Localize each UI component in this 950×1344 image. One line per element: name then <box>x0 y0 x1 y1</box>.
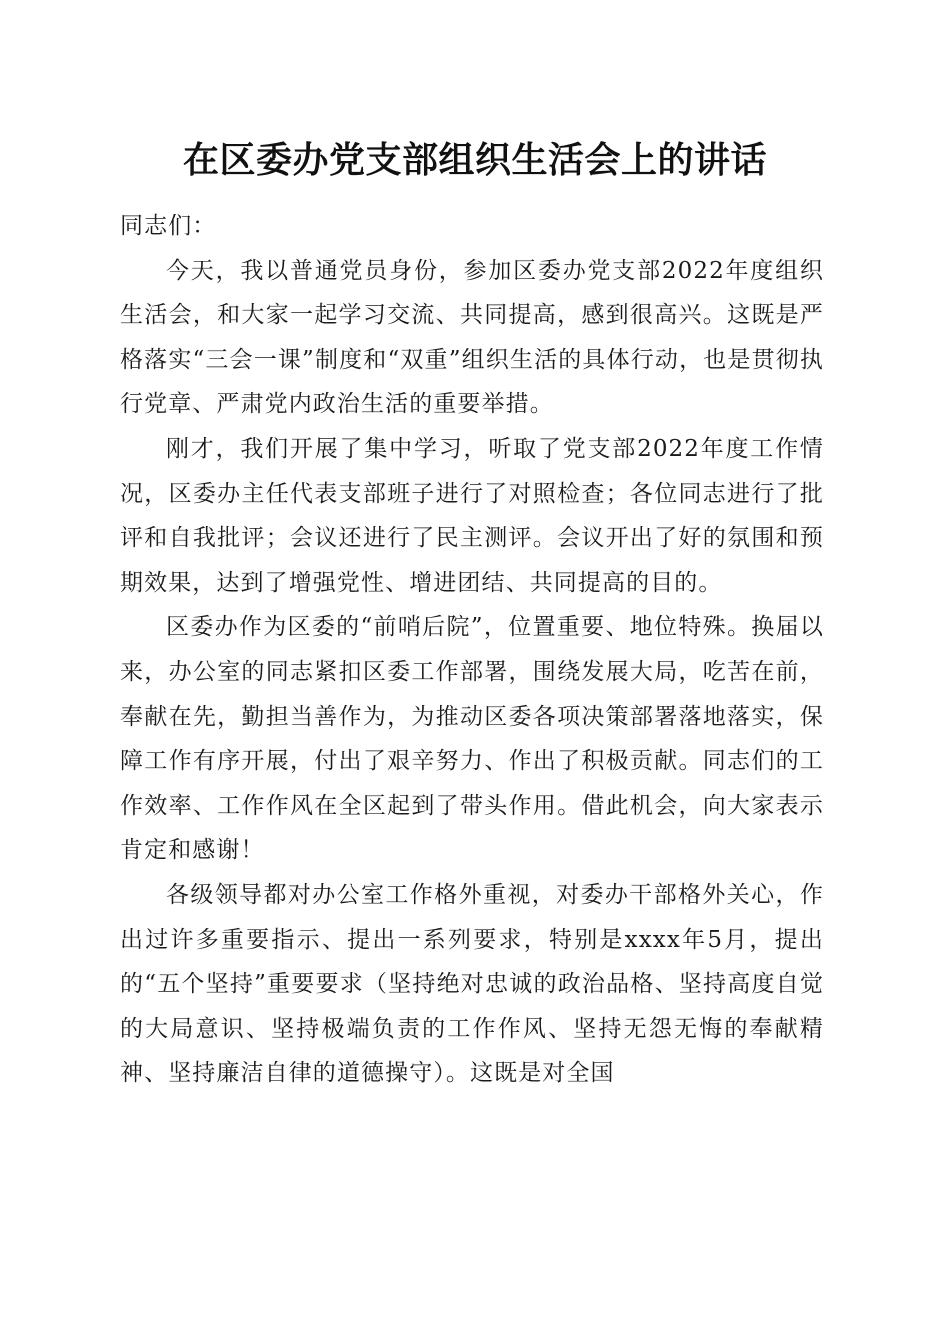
paragraph-2: 刚才，我们开展了集中学习，听取了党支部2022年度工作情况，区委办主任代表支部班子进行了对照检查；各位同志进行了批评和自我批评；会议还进行了民主测评。会议开出了好的氛围和预期效果，达到了增强党性、增进团结、共同提高的目的。 <box>120 435 824 596</box>
paragraph-1: 今天，我以普通党员身份，参加区委办党支部2022年度组织生活会，和大家一起学习交流、共同提高，感到很高兴。这既是严格落实“三会一课”制度和“双重”组织生活的具体行动，也是贯彻执行党章、严肃党内政治生活的重要举措。 <box>120 257 824 418</box>
document-body <box>120 204 824 1096</box>
paragraph-3: 区委办作为区委的“前哨后院”，位置重要、地位特殊。换届以来，办公室的同志紧扣区委工作部署，围绕发展大局，吃苦在前，奉献在先，勤担当善作为，为推动区委各项决策部署落地落实，保障工作有序开展，付出了艰辛努力、作出了积极贡献。同志们的工作效率、工作作风在全区起到了带头作用。借此机会，向大家表示肯定和感谢！ <box>120 614 824 864</box>
paragraph-4: 各级领导都对办公室工作格外重视，对委办干部格外关心，作出过许多重要指示、提出一系列要求，特别是xxxx年5月，提出的“五个坚持”重要要求（坚持绝对忠诚的政治品格、坚持高度自觉的大局意识、坚持极端负责的工作作风、坚持无怨无悔的奉献精神、坚持廉洁自律的道德操守）。这既是对全国 <box>120 881 824 1087</box>
salutation: 同志们： <box>120 213 217 239</box>
document-title: 在区委办党支部组织生活会上的讲话 <box>182 139 767 181</box>
